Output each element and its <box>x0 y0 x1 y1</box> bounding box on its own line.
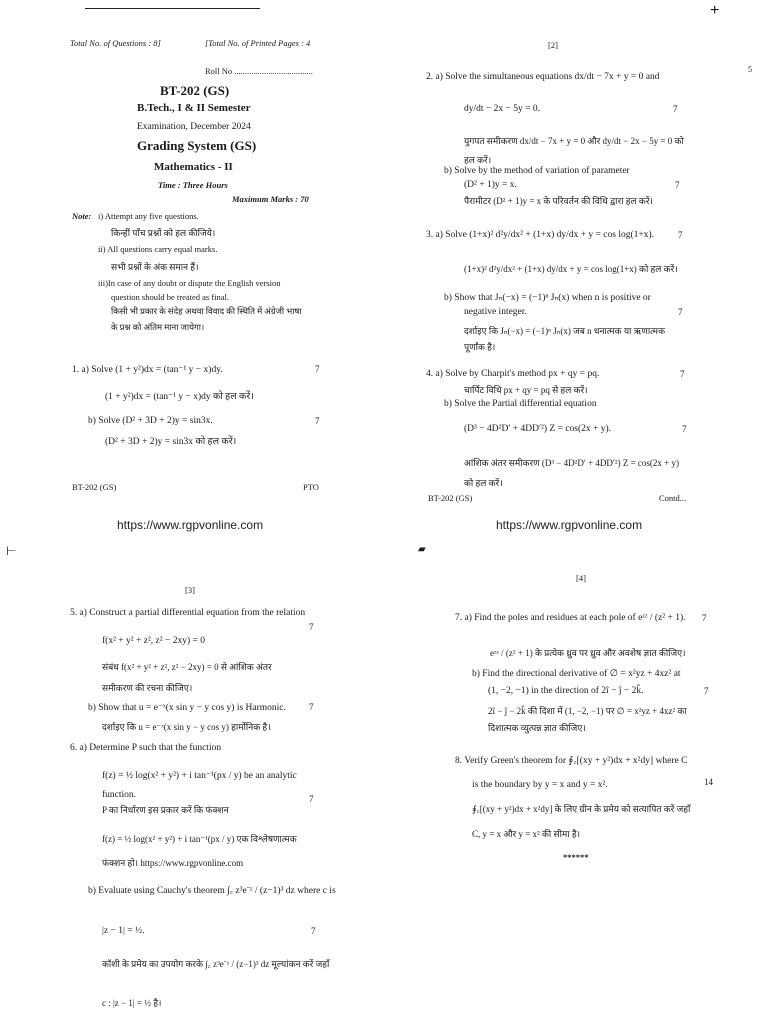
q3b-line1: b) Show that Jₙ(−x) = (−1)ⁿ Jₙ(x) when n is positive or <box>444 293 651 303</box>
q7a-marks: 7 <box>702 613 707 623</box>
q4a-hi: चार्पिट विधि px + qy = pq से हल करें। <box>464 385 588 395</box>
page-3 <box>0 540 384 1024</box>
max-marks: Maximum Marks : 70 <box>232 194 309 204</box>
q6a-hi-line1: P का निर्धारण इस प्रकार करें कि फंक्शन <box>102 805 229 815</box>
note-3-hi-a: किसी भी प्रकार के संदेह अथवा विवाद की स्थिति में अंग्रेजी भाषा <box>111 306 302 316</box>
course: B.Tech., I & II Semester <box>137 102 251 114</box>
q5a-line2: f(x² + y² + z², z² − 2xy) = 0 <box>102 636 205 646</box>
q3b-marks: 7 <box>678 307 683 317</box>
footer-right: Contd... <box>659 493 687 503</box>
source-url[interactable]: https://www.rgpvonline.com <box>496 518 643 532</box>
q3b-line2: negative integer. <box>464 307 527 317</box>
note-1-hi: किन्हीं पाँच प्रश्नों को हल कीजिये। <box>111 228 216 238</box>
q7b-hi-line1: 2î − ĵ − 2k̂ की दिशा में (1, −2, −1) पर ∅ = x²yz + 4xz² का <box>488 706 687 716</box>
page-2 <box>384 0 768 540</box>
exam: Examination, December 2024 <box>137 122 251 132</box>
note-3b: question should be treated as final. <box>111 292 230 302</box>
paper-code: BT-202 (GS) <box>160 83 230 98</box>
q2b-hi: पैरामीटर (D² + 1)y = x के परिवर्तन की विधि द्वारा हल करें। <box>464 196 653 206</box>
q2a-hi-line2: हल करें। <box>464 155 492 165</box>
note-1: i) Attempt any five questions. <box>98 211 199 221</box>
note-label: Note: <box>72 211 92 221</box>
footer-left: BT-202 (GS) <box>72 482 117 492</box>
footer-right: PTO <box>303 482 319 492</box>
q1a-hi: (1 + y²)dx = (tan⁻¹ y − x)dy को हल करें। <box>105 392 254 402</box>
q3b-hi-line1: दर्शाइए कि Jₙ(−x) = (−1)ⁿ Jₙ(x) जब n धनात्मक या ऋणात्मक <box>464 326 665 336</box>
q5a-hi-line1: संबंध f(x² + y² + z², z² − 2xy) = 0 से आंशिक अंतर <box>102 662 272 672</box>
q1a-marks: 7 <box>315 364 320 374</box>
q7b-hi-line2: दिशात्मक व्युत्पन्न ज्ञात कीजिए। <box>488 723 586 733</box>
q2a-marks: 7 <box>673 104 678 114</box>
page-number: [3] <box>185 585 195 595</box>
q7b-marks: 7 <box>704 686 709 696</box>
q8-hi-line2: C, y = x और y = x² की सीमा है। <box>472 829 581 839</box>
subject: Mathematics - II <box>154 161 233 173</box>
end-marker: ****** <box>563 852 589 862</box>
q3a-hi: (1+x)² d²y/dx² + (1+x) dy/dx + y = cos log(1+x) को हल करें। <box>464 264 678 274</box>
q6b-marks: 7 <box>311 926 316 936</box>
q6a-line3: function. <box>102 790 137 800</box>
q1b: b) Solve (D² + 3D + 2)y = sin3x. <box>88 416 213 426</box>
q3b-hi-line2: पूर्णांक है। <box>464 342 496 352</box>
q5a-hi-line2: समीकरण की रचना कीजिए। <box>102 683 193 693</box>
q6a-hi-line3: फंक्शन हो। https://www.rgpvonline.com <box>102 858 244 868</box>
plus-mark: + <box>710 2 720 19</box>
q2a-line2: dy/dt − 2x − 5y = 0. <box>464 104 540 114</box>
q4b-marks: 7 <box>682 424 687 434</box>
q6b-hi-line1: कॉशी के प्रमेय का उपयोग करके ∫꜀ z³e⁻ᶻ / (z−1)³ dz मूल्यांकन करें जहाँ <box>102 959 330 969</box>
q3a: 3. a) Solve (1+x)² d²y/dx² + (1+x) dy/dx + y = cos log(1+x). <box>426 230 655 240</box>
page-number: [4] <box>576 573 586 583</box>
source-url[interactable]: https://www.rgpvonline.com <box>117 518 264 532</box>
q8-hi-line1: ∮꜀[(xy + y²)dx + x²dy] के लिए ग्रीन के प्रमेय को सत्यापित करें जहाँ <box>472 804 691 814</box>
q6b-hi-line2: c : |z − 1| = ½ है। <box>102 998 162 1008</box>
edge-mark: 5 <box>748 65 752 74</box>
q5b-hi: दर्शाइए कि u = e⁻ˣ(x sin y − y cos y) हार्मोनिक है। <box>102 722 271 732</box>
q6a-marks: 7 <box>309 794 314 804</box>
q8-marks: 14 <box>704 777 713 787</box>
corner-mark: ⊢ <box>6 544 17 558</box>
page-4 <box>384 540 768 1024</box>
q1b-marks: 7 <box>315 416 320 426</box>
q5b: b) Show that u = e⁻ˣ(x sin y − y cos y) is Harmonic. <box>88 703 286 713</box>
note-3-hi-b: के प्रश्न को अंतिम माना जायेगा। <box>111 322 205 332</box>
q7b-line1: b) Find the directional derivative of ∅ = x²yz + 4xz² at <box>472 669 681 679</box>
footer-left: BT-202 (GS) <box>428 493 473 503</box>
q4b-hi-line1: आंशिक अंतर समीकरण (D³ − 4D²D′ + 4DD′²) Z = cos(2x + y) <box>464 458 679 468</box>
q8-line2: is the boundary by y = x and y = x². <box>472 780 608 790</box>
total-pages: [Total No. of Printed Pages : 4 <box>205 38 311 48</box>
q6a-line1: 6. a) Determine P such that the function <box>70 743 222 753</box>
q4b-hi-line2: को हल करें। <box>464 478 503 488</box>
q1b-hi: (D² + 3D + 2)y = sin3x को हल करें। <box>105 437 237 447</box>
q7b-line2: (1, −2, −1) in the direction of 2î − ĵ − 2k̂. <box>488 686 644 696</box>
q4b-line2: (D³ − 4D²D′ + 4DD′²) Z = cos(2x + y). <box>464 424 612 434</box>
q2b-line2: (D² + 1)y = x. <box>464 180 517 190</box>
q2b-marks: 7 <box>675 180 680 190</box>
q7a: 7. a) Find the poles and residues at each pole of eᶻᶻ / (z² + 1). <box>455 613 686 623</box>
q2a-hi-line1: युगपत समीकरण dx/dt − 7x + y = 0 और dy/dt − 2x − 5y = 0 को <box>464 136 684 146</box>
q2b-line1: b) Solve by the method of variation of parameter <box>444 166 630 176</box>
q3a-marks: 7 <box>678 230 683 240</box>
q6a-hi-line2: f(z) = ½ log(x² + y²) + i tan⁻¹(px / y) एक विश्लेषणात्मक <box>102 834 297 844</box>
q6b-line1: b) Evaluate using Cauchy's theorem ∫꜀ z³e⁻ᶻ / (z−1)³ dz where c is <box>88 886 336 896</box>
total-questions: Total No. of Questions : 8] <box>70 38 161 48</box>
page-number: [2] <box>548 40 558 50</box>
q4a-marks: 7 <box>680 369 685 379</box>
q5b-marks: 7 <box>309 702 314 712</box>
q6a-line2: f(z) = ½ log(x² + y²) + i tan⁻¹(px / y) be an analytic <box>102 771 297 781</box>
roll-no: Roll No ..................................... <box>205 66 313 76</box>
page-1 <box>0 0 384 540</box>
q2a-line1: 2. a) Solve the simultaneous equations dx/dt − 7x + y = 0 and <box>426 72 660 82</box>
q5a-line1: 5. a) Construct a partial differential equation from the relation <box>70 608 306 618</box>
q8-line1: 8. Verify Green's theorem for ∮꜀[(xy + y²)dx + x²dy] where C <box>455 756 688 766</box>
q5a-marks: 7 <box>309 622 314 632</box>
time: Time : Three Hours <box>158 180 228 190</box>
note-3a: iii)In case of any doubt or dispute the English version <box>98 278 281 288</box>
q6b-line2: |z − 1| = ½. <box>102 926 145 936</box>
top-rule <box>85 8 260 9</box>
q4a: 4. a) Solve by Charpit's method px + qy = pq. <box>426 369 600 379</box>
note-2-hi: सभी प्रश्नों के अंक समान हैं। <box>111 262 199 272</box>
q7a-hi: eᶻᶻ / (z² + 1) के प्रत्येक ध्रुव पर ध्रुव और अवशेष ज्ञात कीजिए। <box>490 648 686 658</box>
q4b-line1: b) Solve the Partial differential equation <box>444 399 597 409</box>
note-2: ii) All questions carry equal marks. <box>98 244 218 254</box>
q1a: 1. a) Solve (1 + y²)dx = (tan⁻¹ y − x)dy. <box>72 365 223 375</box>
corner-mark: ▰ <box>418 544 426 555</box>
grading: Grading System (GS) <box>137 138 257 153</box>
